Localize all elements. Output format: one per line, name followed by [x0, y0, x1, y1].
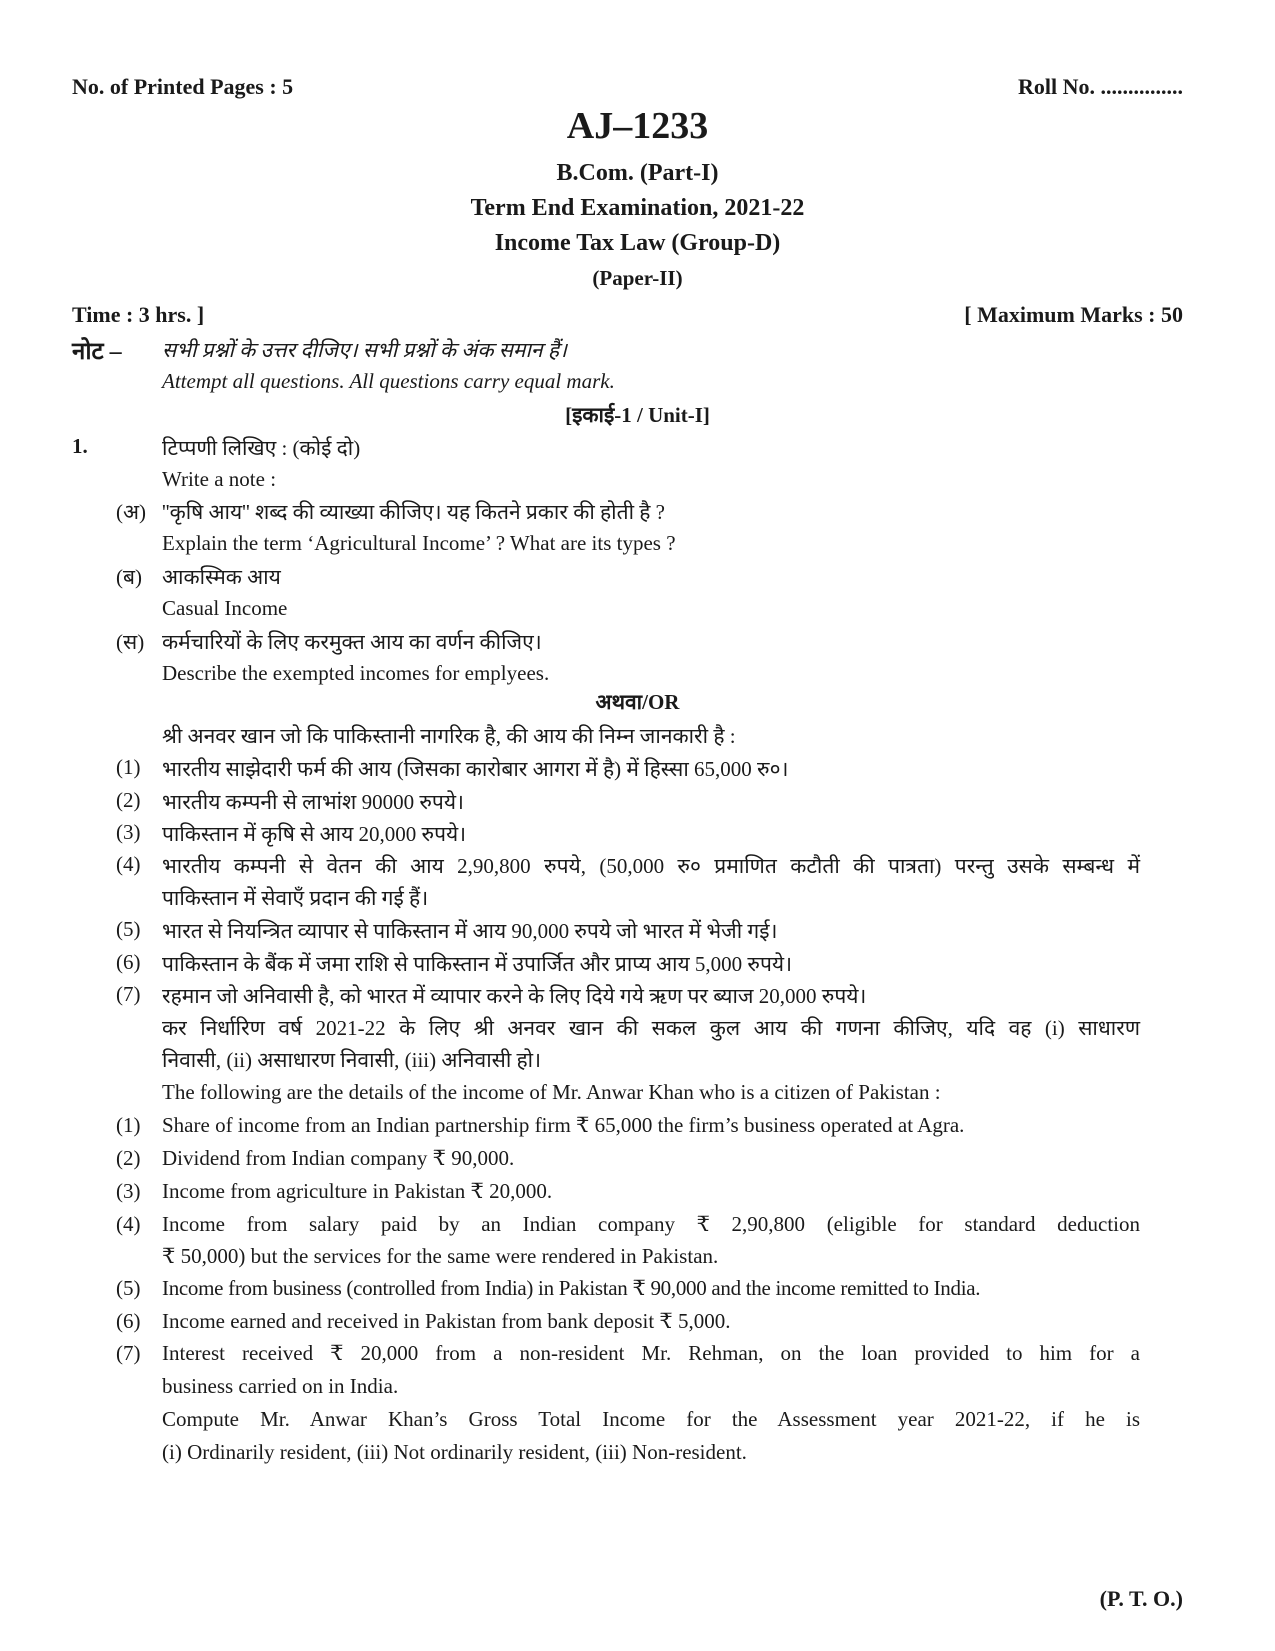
item-english: Income earned and received in Pakistan from bank deposit ₹ 5,000. — [162, 1309, 731, 1333]
item-hindi: भारतीय साझेदारी फर्म की आय (जिसका कारोबार आगरा में है) में हिस्सा 65,000 रु०। — [162, 757, 789, 781]
item-marker: (6) — [116, 950, 141, 974]
or-divider: अथवा/OR — [595, 690, 680, 714]
paper-code: AJ–1233 — [566, 105, 709, 147]
note-english: Attempt all questions. All questions carry equal mark. — [162, 369, 615, 393]
time-allowed: Time : 3 hrs. ] — [72, 302, 205, 327]
note-hindi: सभी प्रश्नों के उत्तर दीजिए। सभी प्रश्नों के अंक समान हैं। — [162, 338, 567, 362]
instruction-english: Write a note : — [162, 467, 277, 491]
item-marker: (2) — [116, 788, 141, 812]
part-marker: (ब) — [116, 565, 142, 589]
item-hindi: पाकिस्तान के बैंक में जमा राशि से पाकिस्तान में उपार्जित और प्राप्य आय 5,000 रुपये। — [162, 952, 793, 976]
part-marker: (स) — [116, 630, 145, 654]
unit-heading: [इकाई-1 / Unit-I] — [565, 403, 710, 427]
item-marker: (2) — [116, 1146, 141, 1170]
compute-english: Compute Mr. Anwar Khan’s Gross Total Income for the Assessment year 2021-22, if he is — [162, 1407, 1140, 1431]
item-hindi: भारतीय कम्पनी से वेतन की आय 2,90,800 रुपये, (50,000 रु० प्रमाणित कटौती की पात्रता) परन्तु उसके सम्बन्ध में — [162, 854, 1140, 878]
item-marker: (4) — [116, 1212, 141, 1236]
item-english-continued: business carried on in India. — [162, 1374, 399, 1398]
item-english: Income from business (controlled from India) in Pakistan ₹ 90,000 and the income remitted to India. — [162, 1276, 981, 1300]
compute-hindi: कर निर्धारिण वर्ष 2021-22 के लिए श्री अनवर खान की सकल कुल आय की गणना कीजिए, यदि वह (i) साधारण — [162, 1016, 1140, 1040]
item-marker: (6) — [116, 1309, 141, 1333]
alt-intro-english: The following are the details of the income of Mr. Anwar Khan who is a citizen of Pakistan : — [162, 1080, 941, 1104]
question-number: 1. — [72, 434, 88, 458]
please-turn-over: (P. T. O.) — [1099, 1586, 1183, 1611]
item-english: Dividend from Indian company ₹ 90,000. — [162, 1146, 515, 1170]
item-marker: (7) — [116, 1341, 141, 1365]
roll-number: Roll No. ............... — [1018, 74, 1183, 99]
part-english: Describe the exempted incomes for emplyees. — [162, 661, 550, 685]
item-marker: (1) — [116, 755, 141, 779]
instruction-hindi: टिप्पणी लिखिए : (कोई दो) — [162, 436, 361, 460]
item-english: Income from salary paid by an Indian company ₹ 2,90,800 (eligible for standard deduction — [162, 1212, 1140, 1236]
item-marker: (7) — [116, 982, 141, 1006]
compute-english-continued: (i) Ordinarily resident, (iii) Not ordinarily resident, (iii) Non-resident. — [162, 1440, 747, 1464]
item-marker: (1) — [116, 1113, 141, 1137]
item-marker: (3) — [116, 820, 141, 844]
alt-intro-hindi: श्री अनवर खान जो कि पाकिस्तानी नागरिक है, की आय की निम्न जानकारी है : — [162, 724, 736, 748]
course-title: B.Com. (Part-I) — [556, 160, 719, 186]
item-hindi: रहमान जो अनिवासी है, को भारत में व्यापार करने के लिए दिये गये ऋण पर ब्याज 20,000 रुपये। — [162, 984, 867, 1008]
part-hindi: ''कृषि आय'' शब्द की व्याख्या कीजिए। यह कितने प्रकार की होती है ? — [162, 500, 666, 524]
note-label: नोट – — [72, 339, 122, 365]
item-english: Income from agriculture in Pakistan ₹ 20,000. — [162, 1179, 553, 1203]
item-hindi: भारतीय कम्पनी से लाभांश 90000 रुपये। — [162, 790, 464, 814]
part-english: Explain the term ‘Agricultural Income’ ? What are its types ? — [162, 531, 676, 555]
compute-hindi-continued: निवासी, (ii) असाधारण निवासी, (iii) अनिवासी हो। — [162, 1048, 542, 1072]
printed-pages: No. of Printed Pages : 5 — [72, 74, 294, 99]
part-hindi: आकस्मिक आय — [162, 565, 281, 589]
item-marker: (5) — [116, 917, 141, 941]
term-title: Term End Examination, 2021-22 — [470, 195, 805, 221]
item-marker: (4) — [116, 852, 141, 876]
item-marker: (3) — [116, 1179, 141, 1203]
part-english: Casual Income — [162, 596, 288, 620]
item-english: Interest received ₹ 20,000 from a non-resident Mr. Rehman, on the loan provided to him for a — [162, 1341, 1140, 1365]
item-hindi: पाकिस्तान में कृषि से आय 20,000 रुपये। — [162, 822, 467, 846]
paper-number: (Paper-II) — [592, 266, 683, 290]
item-marker: (5) — [116, 1276, 141, 1300]
maximum-marks: [ Maximum Marks : 50 — [964, 302, 1183, 327]
part-hindi: कर्मचारियों के लिए करमुक्त आय का वर्णन कीजिए। — [162, 630, 542, 654]
subject-title: Income Tax Law (Group-D) — [494, 230, 781, 256]
item-hindi-continued: पाकिस्तान में सेवाएँ प्रदान की गई हैं। — [162, 886, 429, 910]
item-english: Share of income from an Indian partnership firm ₹ 65,000 the firm’s business operated at Agra. — [162, 1113, 965, 1137]
item-hindi: भारत से नियन्त्रित व्यापार से पाकिस्तान में आय 90,000 रुपये जो भारत में भेजी गई। — [162, 919, 778, 943]
part-marker: (अ) — [116, 500, 147, 524]
item-english-continued: ₹ 50,000) but the services for the same were rendered in Pakistan. — [162, 1244, 719, 1268]
